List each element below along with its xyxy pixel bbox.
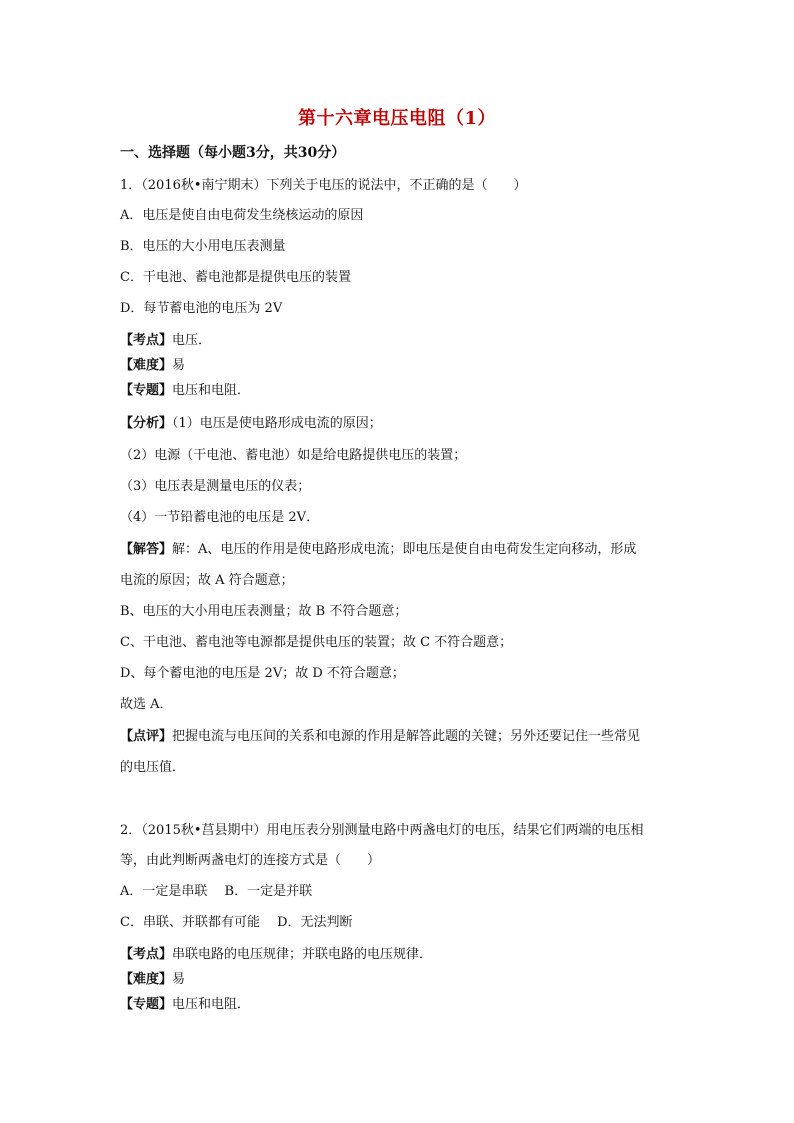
question-1-nandu — [120, 356, 680, 376]
question-1-fenxi — [120, 414, 680, 434]
zhuanti-text: 电压和电阻． — [172, 383, 251, 398]
jieda-line-1: 解：A、电压的作用是使电路形成电流；即电压是使自由电荷发生定向移动，形成 — [172, 542, 637, 557]
zhuanti-text: 电压和电阻． — [172, 997, 251, 1012]
question-1-option-a: A．电压是使自由电荷发生绕核运动的原因 — [120, 208, 364, 223]
question-1-answer: 故选 A． — [120, 697, 173, 712]
question-1-option-c: C．干电池、蓄电池都是提供电压的装置 — [120, 270, 351, 285]
question-2-stem-line-2: 等，由此判断两盏电灯的连接方式是（ ） — [120, 853, 381, 868]
question-1-jieda — [120, 540, 680, 560]
dianping-line-1: 把握电流与电压间的关系和电源的作用是解答此题的关键；另外还要记住一些常见 — [172, 729, 641, 744]
question-1-fenxi-line-4: （4）一节铅蓄电池的电压是 2V． — [120, 510, 320, 525]
jieda-tag: 【解答】 — [120, 542, 173, 557]
question-1-fenxi-line-2: （2）电源（干电池、蓄电池）如是给电路提供电压的装置； — [120, 448, 467, 463]
question-1-fenxi-line-3: （3）电压表是测量电压的仪表； — [120, 479, 311, 494]
nandu-text: 易 — [172, 358, 186, 373]
question-2-nandu — [120, 970, 680, 990]
document-title: 第十六章电压电阻（1） — [297, 108, 497, 129]
kaodian-text: 电压． — [172, 333, 212, 348]
question-1-jieda-line-4: C、干电池、蓄电池等电源都是提供电压的装置；故 C 不符合题意； — [120, 635, 513, 650]
kaodian-tag: 【考点】 — [120, 333, 173, 348]
question-1-jieda-line-5: D、每个蓄电池的电压是 2V；故 D 不符合题意； — [120, 666, 405, 681]
fenxi-line-1: （1）电压是使电路形成电流的原因； — [172, 416, 382, 431]
question-2-stem-line-1: 2．（2015秋•莒县期中）用电压表分别测量电路中两盏电灯的电压，结果它们两端的电压相 — [120, 823, 644, 838]
question-2-zhuanti — [120, 995, 680, 1015]
nandu-tag: 【难度】 — [120, 972, 173, 987]
section-heading: 一、选择题（每小题3分，共30分） — [120, 145, 346, 161]
fenxi-tag: 【分析】 — [120, 416, 173, 431]
question-1-dianping-line-2: 的电压值． — [120, 760, 186, 775]
question-1-stem: 1．（2016秋•南宁期末）下列关于电压的说法中，不正确的是（ ） — [120, 178, 527, 193]
question-2-kaodian — [120, 945, 680, 965]
question-1-option-d: D．每节蓄电池的电压为 2V — [120, 301, 283, 316]
question-1-kaodian — [120, 331, 680, 351]
question-1-jieda-line-2: 电流的原因；故 A 符合题意； — [120, 573, 294, 588]
kaodian-tag: 【考点】 — [120, 947, 173, 962]
dianping-tag: 【点评】 — [120, 729, 173, 744]
nandu-text: 易 — [172, 972, 186, 987]
question-2-options-ab: A．一定是串联 B．一定是并联 — [120, 884, 313, 899]
kaodian-text: 串联电路的电压规律；并联电路的电压规律． — [172, 947, 433, 962]
zhuanti-tag: 【专题】 — [120, 997, 173, 1012]
question-1-dianping — [120, 727, 680, 747]
nandu-tag: 【难度】 — [120, 358, 173, 373]
question-1-zhuanti — [120, 381, 680, 401]
question-2-options-cd: C．串联、并联都有可能 D．无法判断 — [120, 915, 353, 930]
question-1-jieda-line-3: B、电压的大小用电压表测量；故 B 不符合题意； — [120, 604, 408, 619]
question-1-option-b: B．电压的大小用电压表测量 — [120, 239, 286, 254]
zhuanti-tag: 【专题】 — [120, 383, 173, 398]
